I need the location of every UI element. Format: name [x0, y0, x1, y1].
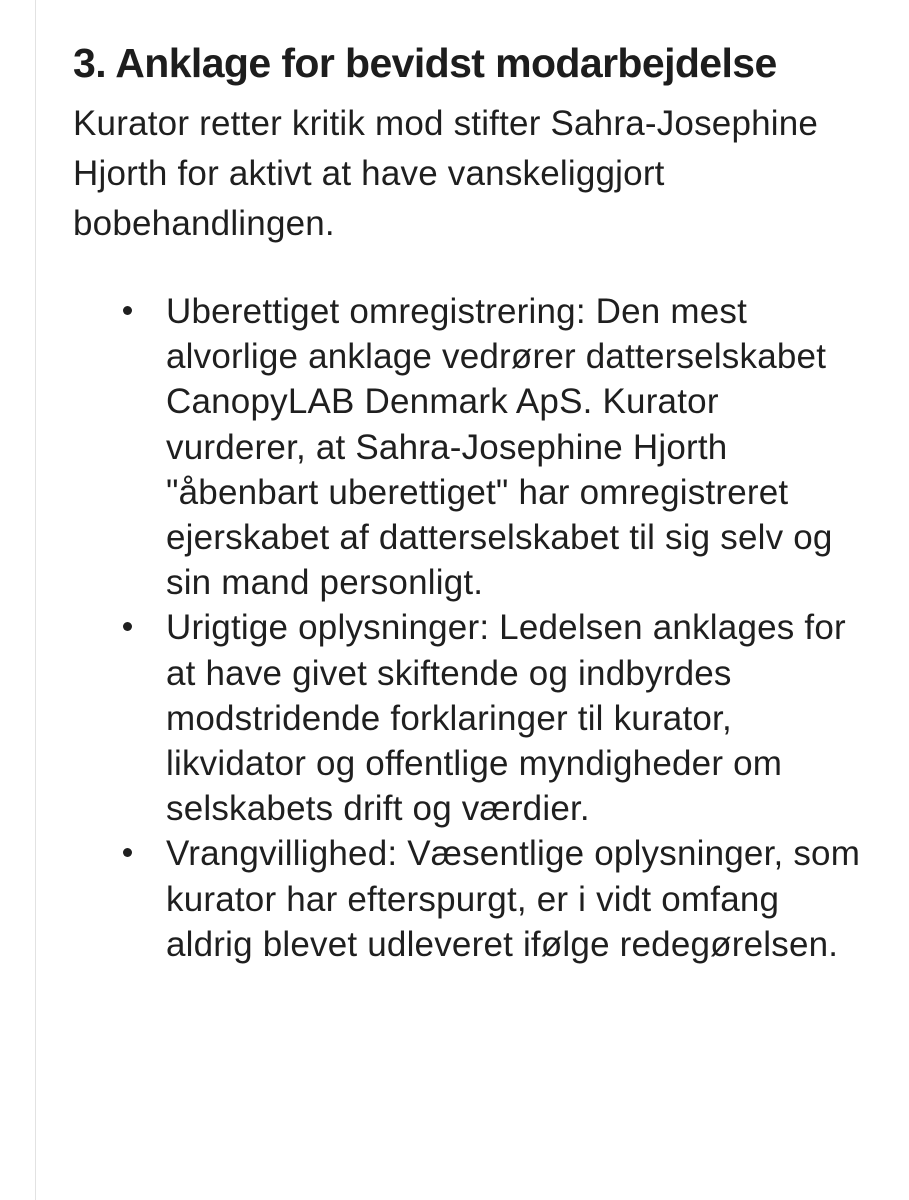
- section-heading: 3. Anklage for bevidst modarbejdelse: [73, 40, 777, 86]
- bullet-icon: [123, 848, 132, 857]
- list-item: [73, 831, 863, 967]
- bullet-icon: [123, 622, 132, 631]
- list-item: [73, 289, 863, 605]
- list-item-text: Vrangvillighed: Væsentlige oplysninger, som kurator har efterspurgt, er i vidt omfang aldrig blevet udleveret ifølge redegørelsen.: [166, 834, 861, 964]
- bullet-icon: [123, 306, 132, 315]
- article-section: [73, 0, 863, 967]
- intro-paragraph: Kurator retter kritik mod stifter Sahra-Josephine Hjorth for aktivt at have vanskeliggjort bobehandlingen.: [73, 104, 819, 243]
- list-item: [73, 605, 863, 831]
- bullet-list: [73, 289, 863, 967]
- list-item-text: Urigtige oplysninger: Ledelsen anklages for at have givet skiftende og indbyrdes modstridende forklaringer til kurator, likvidator og offentlige myndigheder om selskabets drift og værdier.: [166, 608, 846, 829]
- list-item-text: Uberettiget omregistrering: Den mest alvorlige anklage vedrører datterselskabet CanopyLAB Denmark ApS. Kurator vurderer, at Sahra-Josephine Hjorth "åbenbart uberettiget" har omregistreret ejerskabet af datterselskabet til sig selv og sin mand personligt.: [166, 292, 833, 603]
